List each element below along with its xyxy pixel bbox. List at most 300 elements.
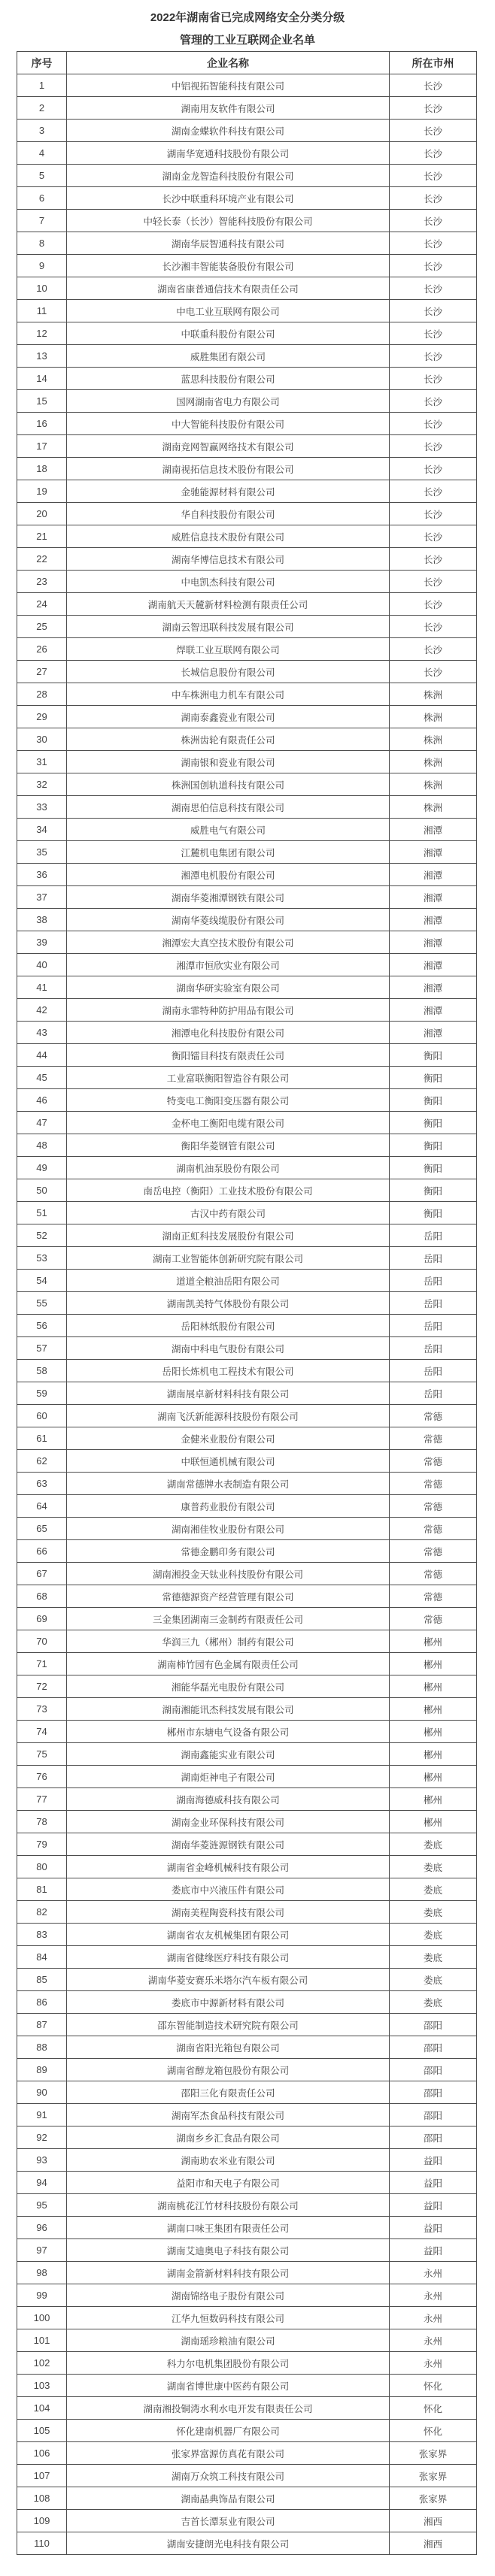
company-name: 湖南云智迅联科技发展有限公司 bbox=[67, 616, 390, 638]
table-row bbox=[17, 2059, 477, 2081]
table-row bbox=[17, 1653, 477, 1675]
table-row bbox=[17, 1743, 477, 1766]
company-name: 道道全粮油岳阳有限公司 bbox=[67, 1270, 390, 1292]
company-name: 南岳电控（衡阳）工业技术股份有限公司 bbox=[67, 1179, 390, 1202]
row-number: 52 bbox=[17, 1224, 67, 1247]
table-row bbox=[17, 1811, 477, 1833]
row-city: 常德 bbox=[390, 1563, 477, 1585]
table-row bbox=[17, 390, 477, 413]
company-name: 湘潭宏大真空技术股份有限公司 bbox=[67, 931, 390, 954]
row-number: 4 bbox=[17, 142, 67, 165]
row-number: 81 bbox=[17, 1878, 67, 1901]
company-name: 郴州市东塘电气设备有限公司 bbox=[67, 1721, 390, 1743]
table-row bbox=[17, 2217, 477, 2239]
row-city: 株洲 bbox=[390, 796, 477, 819]
company-name: 湖南银和瓷业有限公司 bbox=[67, 751, 390, 773]
table-row bbox=[17, 120, 477, 142]
table-row bbox=[17, 1698, 477, 1721]
row-number: 109 bbox=[17, 2510, 67, 2532]
row-number: 68 bbox=[17, 1585, 67, 1608]
table-row bbox=[17, 1224, 477, 1247]
row-city: 株洲 bbox=[390, 683, 477, 706]
row-number: 94 bbox=[17, 2172, 67, 2194]
row-number: 16 bbox=[17, 413, 67, 435]
company-name: 湖南瑶珍粮油有限公司 bbox=[67, 2329, 390, 2352]
page-title-line-2: 管理的工业互联网企业名单 bbox=[179, 34, 315, 47]
row-number: 104 bbox=[17, 2397, 67, 2420]
company-name: 湖南工业智能体创新研究院有限公司 bbox=[67, 1247, 390, 1270]
table-row bbox=[17, 1721, 477, 1743]
row-city: 长沙 bbox=[390, 142, 477, 165]
table-row bbox=[17, 1563, 477, 1585]
table-row bbox=[17, 1901, 477, 1924]
table-row bbox=[17, 74, 477, 97]
row-number: 62 bbox=[17, 1450, 67, 1473]
row-number: 84 bbox=[17, 1946, 67, 1969]
company-name: 湖南军杰食品科技有限公司 bbox=[67, 2104, 390, 2126]
row-number: 54 bbox=[17, 1270, 67, 1292]
table-row bbox=[17, 773, 477, 796]
row-number: 3 bbox=[17, 120, 67, 142]
company-name: 湖南中科电气股份有限公司 bbox=[67, 1337, 390, 1360]
table-row bbox=[17, 2149, 477, 2172]
row-city: 邵阳 bbox=[390, 2104, 477, 2126]
table-row bbox=[17, 1833, 477, 1856]
table-row bbox=[17, 1585, 477, 1608]
row-number: 51 bbox=[17, 1202, 67, 1224]
row-number: 5 bbox=[17, 165, 67, 187]
company-name: 国网湖南省电力有限公司 bbox=[67, 390, 390, 413]
company-name: 金驰能源材料有限公司 bbox=[67, 480, 390, 503]
table-row bbox=[17, 300, 477, 322]
company-name: 长沙湘丰智能装备股份有限公司 bbox=[67, 255, 390, 277]
company-name: 湘潭市恒欣实业有限公司 bbox=[67, 954, 390, 976]
table-row bbox=[17, 2081, 477, 2104]
table-row bbox=[17, 1292, 477, 1315]
row-city: 益阳 bbox=[390, 2239, 477, 2262]
row-city: 益阳 bbox=[390, 2172, 477, 2194]
row-number: 101 bbox=[17, 2329, 67, 2352]
company-name: 湖南安捷朗光电科技有限公司 bbox=[67, 2532, 390, 2555]
company-name: 湖南省农友机械集团有限公司 bbox=[67, 1924, 390, 1946]
row-number: 33 bbox=[17, 796, 67, 819]
company-name: 湖南省博世康中医药有限公司 bbox=[67, 2375, 390, 2397]
company-name: 湖南省金峰机械科技有限公司 bbox=[67, 1856, 390, 1878]
row-city: 长沙 bbox=[390, 548, 477, 571]
row-number: 34 bbox=[17, 819, 67, 841]
table-row bbox=[17, 931, 477, 954]
table-row bbox=[17, 368, 477, 390]
table-row bbox=[17, 909, 477, 931]
row-number: 102 bbox=[17, 2352, 67, 2375]
column-header-number: 序号 bbox=[17, 52, 67, 74]
table-row bbox=[17, 413, 477, 435]
row-city: 株洲 bbox=[390, 751, 477, 773]
row-number: 60 bbox=[17, 1405, 67, 1427]
table-row bbox=[17, 2532, 477, 2555]
row-number: 30 bbox=[17, 728, 67, 751]
row-city: 长沙 bbox=[390, 593, 477, 616]
table-row bbox=[17, 277, 477, 300]
row-city: 娄底 bbox=[390, 1833, 477, 1856]
row-number: 59 bbox=[17, 1382, 67, 1405]
company-name: 金健米业股份有限公司 bbox=[67, 1427, 390, 1450]
company-name: 岳阳林纸股份有限公司 bbox=[67, 1315, 390, 1337]
row-city: 怀化 bbox=[390, 2420, 477, 2442]
company-name: 湖南飞沃新能源科技股份有限公司 bbox=[67, 1405, 390, 1427]
row-number: 72 bbox=[17, 1675, 67, 1698]
row-number: 9 bbox=[17, 255, 67, 277]
table-row bbox=[17, 1788, 477, 1811]
table-row bbox=[17, 1540, 477, 1563]
row-number: 90 bbox=[17, 2081, 67, 2104]
table-row bbox=[17, 480, 477, 503]
company-name: 湖南炬神电子有限公司 bbox=[67, 1766, 390, 1788]
company-name: 湖南湘投金天钛业科技股份有限公司 bbox=[67, 1563, 390, 1585]
company-name: 特变电工衡阳变压器有限公司 bbox=[67, 1089, 390, 1112]
row-city: 郴州 bbox=[390, 1788, 477, 1811]
table-row bbox=[17, 2239, 477, 2262]
company-name: 邵东智能制造技术研究院有限公司 bbox=[67, 2014, 390, 2036]
table-row bbox=[17, 1202, 477, 1224]
row-number: 74 bbox=[17, 1721, 67, 1743]
table-row bbox=[17, 322, 477, 345]
company-name: 湖南华研实验室有限公司 bbox=[67, 976, 390, 999]
row-city: 衡阳 bbox=[390, 1202, 477, 1224]
table-row bbox=[17, 1179, 477, 1202]
company-name: 湖南乡乡汇食品有限公司 bbox=[67, 2126, 390, 2149]
column-header-city: 所在市州 bbox=[390, 52, 477, 74]
row-number: 105 bbox=[17, 2420, 67, 2442]
table-row bbox=[17, 255, 477, 277]
company-name: 金杯电工衡阳电缆有限公司 bbox=[67, 1112, 390, 1134]
table-row bbox=[17, 2307, 477, 2329]
row-city: 常德 bbox=[390, 1405, 477, 1427]
table-row bbox=[17, 706, 477, 728]
table-row bbox=[17, 1924, 477, 1946]
row-city: 衡阳 bbox=[390, 1044, 477, 1067]
row-number: 15 bbox=[17, 390, 67, 413]
table-row bbox=[17, 1675, 477, 1698]
company-name: 株洲齿轮有限责任公司 bbox=[67, 728, 390, 751]
company-name: 湖南美程陶瓷科技有限公司 bbox=[67, 1901, 390, 1924]
table-row bbox=[17, 638, 477, 661]
table-row bbox=[17, 1247, 477, 1270]
company-name: 湖南艾迪奥电子科技有限公司 bbox=[67, 2239, 390, 2262]
company-name: 湖南展卓新材料科技有限公司 bbox=[67, 1382, 390, 1405]
row-number: 42 bbox=[17, 999, 67, 1022]
company-name: 岳阳长炼机电工程技术有限公司 bbox=[67, 1360, 390, 1382]
row-city: 岳阳 bbox=[390, 1247, 477, 1270]
row-city: 长沙 bbox=[390, 435, 477, 458]
row-city: 湘潭 bbox=[390, 819, 477, 841]
row-number: 53 bbox=[17, 1247, 67, 1270]
row-city: 岳阳 bbox=[390, 1270, 477, 1292]
table-row bbox=[17, 819, 477, 841]
row-city: 郴州 bbox=[390, 1766, 477, 1788]
table-row bbox=[17, 2194, 477, 2217]
row-number: 83 bbox=[17, 1924, 67, 1946]
company-name: 湖南金龙智造科技股份有限公司 bbox=[67, 165, 390, 187]
row-city: 长沙 bbox=[390, 322, 477, 345]
table-row bbox=[17, 1450, 477, 1473]
company-name: 湖南华菱线缆股份有限公司 bbox=[67, 909, 390, 931]
table-row bbox=[17, 751, 477, 773]
row-city: 永州 bbox=[390, 2284, 477, 2307]
row-city: 张家界 bbox=[390, 2442, 477, 2465]
row-city: 永州 bbox=[390, 2262, 477, 2284]
row-number: 75 bbox=[17, 1743, 67, 1766]
company-name: 益阳市和天电子有限公司 bbox=[67, 2172, 390, 2194]
row-number: 45 bbox=[17, 1067, 67, 1089]
company-name: 威胜集团有限公司 bbox=[67, 345, 390, 368]
table-row bbox=[17, 571, 477, 593]
row-city: 常德 bbox=[390, 1518, 477, 1540]
row-city: 长沙 bbox=[390, 480, 477, 503]
row-city: 邵阳 bbox=[390, 2081, 477, 2104]
row-number: 56 bbox=[17, 1315, 67, 1337]
company-name: 湖南省康普通信技术有限责任公司 bbox=[67, 277, 390, 300]
table-row bbox=[17, 1856, 477, 1878]
row-number: 12 bbox=[17, 322, 67, 345]
company-name: 中电凯杰科技有限公司 bbox=[67, 571, 390, 593]
table-row bbox=[17, 1112, 477, 1134]
company-name: 湖南用友软件有限公司 bbox=[67, 97, 390, 120]
row-city: 长沙 bbox=[390, 616, 477, 638]
table-row bbox=[17, 1473, 477, 1495]
table-row bbox=[17, 1405, 477, 1427]
table-row bbox=[17, 976, 477, 999]
row-number: 10 bbox=[17, 277, 67, 300]
company-name: 常德德源资产经营管理有限公司 bbox=[67, 1585, 390, 1608]
table-row bbox=[17, 886, 477, 909]
row-city: 长沙 bbox=[390, 638, 477, 661]
row-city: 长沙 bbox=[390, 120, 477, 142]
company-name: 衡阳镭目科技有限责任公司 bbox=[67, 1044, 390, 1067]
row-number: 8 bbox=[17, 232, 67, 255]
row-city: 邵阳 bbox=[390, 2126, 477, 2149]
row-city: 长沙 bbox=[390, 187, 477, 210]
row-city: 永州 bbox=[390, 2307, 477, 2329]
company-name: 湖南华宽通科技股份有限公司 bbox=[67, 142, 390, 165]
row-city: 长沙 bbox=[390, 277, 477, 300]
row-number: 63 bbox=[17, 1473, 67, 1495]
company-name: 娄底市中兴液压件有限公司 bbox=[67, 1878, 390, 1901]
row-number: 31 bbox=[17, 751, 67, 773]
company-name: 湘潭电化科技股份有限公司 bbox=[67, 1022, 390, 1044]
table-row bbox=[17, 458, 477, 480]
row-number: 73 bbox=[17, 1698, 67, 1721]
company-name: 江华九恒数码科技有限公司 bbox=[67, 2307, 390, 2329]
row-city: 长沙 bbox=[390, 458, 477, 480]
row-city: 娄底 bbox=[390, 1878, 477, 1901]
table-row bbox=[17, 2420, 477, 2442]
table-row bbox=[17, 2036, 477, 2059]
table-row bbox=[17, 1067, 477, 1089]
row-number: 106 bbox=[17, 2442, 67, 2465]
row-number: 93 bbox=[17, 2149, 67, 2172]
row-city: 长沙 bbox=[390, 368, 477, 390]
row-number: 99 bbox=[17, 2284, 67, 2307]
company-name: 工业富联衡阳智造谷有限公司 bbox=[67, 1067, 390, 1089]
row-city: 长沙 bbox=[390, 210, 477, 232]
company-name: 康普药业股份有限公司 bbox=[67, 1495, 390, 1518]
row-city: 长沙 bbox=[390, 503, 477, 525]
row-city: 娄底 bbox=[390, 1969, 477, 1991]
table-row bbox=[17, 661, 477, 683]
table-row bbox=[17, 2397, 477, 2420]
row-city: 常德 bbox=[390, 1450, 477, 1473]
row-number: 39 bbox=[17, 931, 67, 954]
row-city: 湘潭 bbox=[390, 954, 477, 976]
table-row bbox=[17, 616, 477, 638]
row-number: 41 bbox=[17, 976, 67, 999]
row-city: 张家界 bbox=[390, 2465, 477, 2487]
company-name: 湘能华磊光电股份有限公司 bbox=[67, 1675, 390, 1698]
company-name: 湖南思伯信息科技有限公司 bbox=[67, 796, 390, 819]
row-number: 11 bbox=[17, 300, 67, 322]
row-city: 郴州 bbox=[390, 1698, 477, 1721]
table-row bbox=[17, 999, 477, 1022]
row-city: 株洲 bbox=[390, 706, 477, 728]
row-number: 32 bbox=[17, 773, 67, 796]
row-number: 23 bbox=[17, 571, 67, 593]
row-city: 岳阳 bbox=[390, 1315, 477, 1337]
row-number: 6 bbox=[17, 187, 67, 210]
row-number: 38 bbox=[17, 909, 67, 931]
company-name: 湖南万众筑工科技有限公司 bbox=[67, 2465, 390, 2487]
row-number: 110 bbox=[17, 2532, 67, 2555]
column-header-company-name: 企业名称 bbox=[67, 52, 390, 74]
company-name: 湖南晶典饰品有限公司 bbox=[67, 2487, 390, 2510]
row-number: 55 bbox=[17, 1292, 67, 1315]
table-row bbox=[17, 1766, 477, 1788]
row-number: 71 bbox=[17, 1653, 67, 1675]
row-number: 57 bbox=[17, 1337, 67, 1360]
row-number: 61 bbox=[17, 1427, 67, 1450]
row-number: 14 bbox=[17, 368, 67, 390]
row-number: 98 bbox=[17, 2262, 67, 2284]
company-name: 湖南华博信息技术有限公司 bbox=[67, 548, 390, 571]
row-number: 58 bbox=[17, 1360, 67, 1382]
company-name: 华自科技股份有限公司 bbox=[67, 503, 390, 525]
table-row bbox=[17, 1360, 477, 1382]
company-name: 湖南视拓信息技术股份有限公司 bbox=[67, 458, 390, 480]
table-row bbox=[17, 1134, 477, 1157]
row-city: 邵阳 bbox=[390, 2036, 477, 2059]
table-row bbox=[17, 503, 477, 525]
row-city: 永州 bbox=[390, 2329, 477, 2352]
row-number: 22 bbox=[17, 548, 67, 571]
row-city: 岳阳 bbox=[390, 1224, 477, 1247]
row-city: 湘潭 bbox=[390, 909, 477, 931]
row-city: 娄底 bbox=[390, 1946, 477, 1969]
company-name: 湖南金蝶软件科技有限公司 bbox=[67, 120, 390, 142]
row-city: 永州 bbox=[390, 2352, 477, 2375]
table-row bbox=[17, 2126, 477, 2149]
company-name: 湖南华菱涟源钢铁有限公司 bbox=[67, 1833, 390, 1856]
row-city: 郴州 bbox=[390, 1721, 477, 1743]
row-city: 常德 bbox=[390, 1608, 477, 1630]
row-number: 46 bbox=[17, 1089, 67, 1112]
table-row bbox=[17, 1089, 477, 1112]
row-city: 邵阳 bbox=[390, 2014, 477, 2036]
table-row bbox=[17, 210, 477, 232]
row-number: 96 bbox=[17, 2217, 67, 2239]
row-city: 长沙 bbox=[390, 97, 477, 120]
row-number: 35 bbox=[17, 841, 67, 864]
table-row bbox=[17, 2262, 477, 2284]
company-name: 湖南省健缘医疗科技有限公司 bbox=[67, 1946, 390, 1969]
company-name: 中电工业互联网有限公司 bbox=[67, 300, 390, 322]
table-row bbox=[17, 345, 477, 368]
company-name: 娄底市中源新材料有限公司 bbox=[67, 1991, 390, 2014]
table-row bbox=[17, 1991, 477, 2014]
table-row bbox=[17, 2172, 477, 2194]
row-number: 1 bbox=[17, 74, 67, 97]
table-row bbox=[17, 1157, 477, 1179]
company-name: 湖南华菱湘潭钢铁有限公司 bbox=[67, 886, 390, 909]
table-row bbox=[17, 142, 477, 165]
row-city: 株洲 bbox=[390, 773, 477, 796]
row-number: 88 bbox=[17, 2036, 67, 2059]
table-row bbox=[17, 954, 477, 976]
row-city: 岳阳 bbox=[390, 1382, 477, 1405]
row-city: 长沙 bbox=[390, 74, 477, 97]
company-name: 湖南常德牌水表制造有限公司 bbox=[67, 1473, 390, 1495]
row-city: 长沙 bbox=[390, 255, 477, 277]
row-city: 郴州 bbox=[390, 1811, 477, 1833]
table-row bbox=[17, 1969, 477, 1991]
table-row bbox=[17, 2104, 477, 2126]
row-city: 湘潭 bbox=[390, 999, 477, 1022]
table-row bbox=[17, 1382, 477, 1405]
company-name: 湖南湘能讯杰科技发展有限公司 bbox=[67, 1698, 390, 1721]
row-city: 长沙 bbox=[390, 525, 477, 548]
table-row bbox=[17, 525, 477, 548]
company-name: 蓝思科技股份有限公司 bbox=[67, 368, 390, 390]
row-city: 岳阳 bbox=[390, 1360, 477, 1382]
row-number: 49 bbox=[17, 1157, 67, 1179]
row-number: 67 bbox=[17, 1563, 67, 1585]
row-number: 47 bbox=[17, 1112, 67, 1134]
company-name: 湖南金箭新材料科技有限公司 bbox=[67, 2262, 390, 2284]
table-row bbox=[17, 2487, 477, 2510]
row-city: 衡阳 bbox=[390, 1134, 477, 1157]
company-name: 中轻长泰（长沙）智能科技股份有限公司 bbox=[67, 210, 390, 232]
row-number: 77 bbox=[17, 1788, 67, 1811]
row-number: 50 bbox=[17, 1179, 67, 1202]
table-row bbox=[17, 548, 477, 571]
company-name: 中联重科股份有限公司 bbox=[67, 322, 390, 345]
row-city: 湘潭 bbox=[390, 886, 477, 909]
row-city: 怀化 bbox=[390, 2375, 477, 2397]
row-number: 43 bbox=[17, 1022, 67, 1044]
table-row bbox=[17, 1878, 477, 1901]
row-city: 常德 bbox=[390, 1427, 477, 1450]
table-row bbox=[17, 1518, 477, 1540]
company-name: 吉首长潭泵业有限公司 bbox=[67, 2510, 390, 2532]
row-city: 长沙 bbox=[390, 661, 477, 683]
table-row bbox=[17, 1270, 477, 1292]
row-city: 长沙 bbox=[390, 571, 477, 593]
company-name: 湖南正虹科技发展股份有限公司 bbox=[67, 1224, 390, 1247]
company-name: 湖南金业环保科技有限公司 bbox=[67, 1811, 390, 1833]
row-city: 湘西 bbox=[390, 2510, 477, 2532]
row-city: 常德 bbox=[390, 1473, 477, 1495]
table-row bbox=[17, 796, 477, 819]
row-number: 7 bbox=[17, 210, 67, 232]
